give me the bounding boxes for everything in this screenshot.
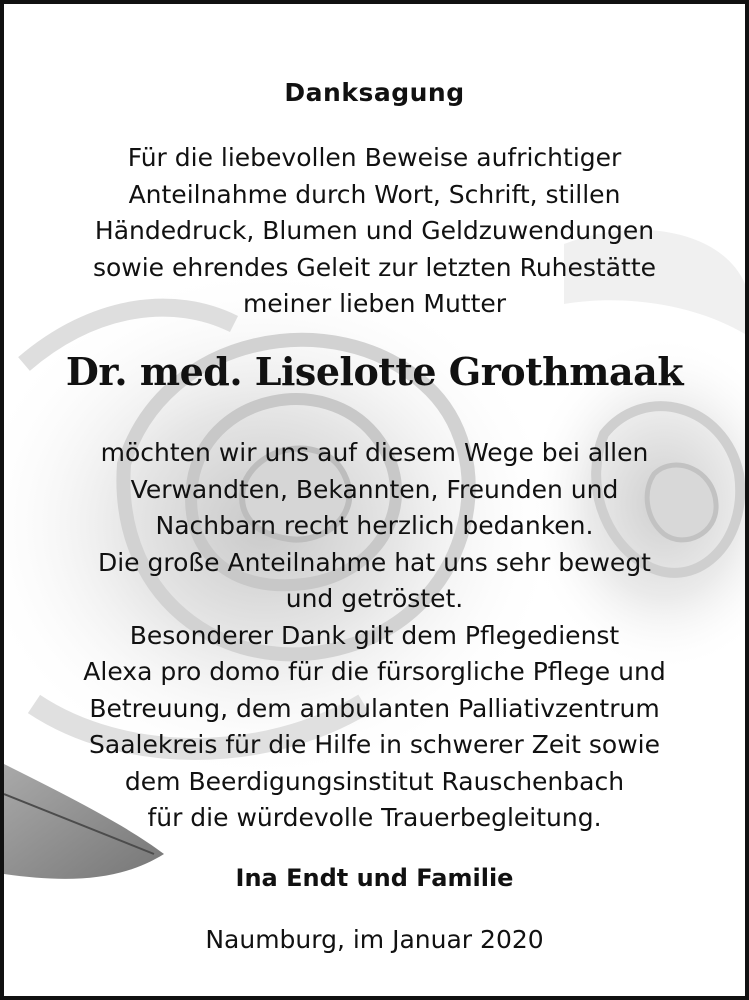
- body-line: dem Beerdigungsinstitut Rauschenbach: [124, 766, 625, 796]
- notice-heading: Danksagung: [284, 78, 465, 107]
- body-line: für die würdevolle Trauerbegleitung.: [147, 803, 602, 832]
- body-line: und getröstet.: [285, 584, 464, 613]
- body-line: möchten wir uns auf diesem Wege bei allen: [100, 438, 649, 467]
- notice-content: [4, 4, 745, 996]
- body-line: Verwandten, Bekannten, Freunden und: [130, 474, 619, 504]
- place-date: Naumburg, im Januar 2020: [205, 925, 544, 954]
- body-line: Nachbarn recht herzlich bedanken.: [155, 511, 594, 540]
- deceased-name: Dr. med. Liselotte Grothmaak: [65, 349, 684, 394]
- intro-line: Händedruck, Blumen und Geldzuwendungen: [94, 216, 655, 245]
- intro-line: meiner lieben Mutter: [242, 289, 507, 318]
- body-line: Die große Anteilnahme hat uns sehr bewegt: [97, 547, 651, 577]
- signature: Ina Endt und Familie: [235, 864, 514, 892]
- body-line: Saalekreis für die Hilfe in schwerer Zeit sowie: [89, 730, 660, 759]
- intro-line: sowie ehrendes Geleit zur letzten Ruhestätte: [92, 252, 657, 282]
- thanks-paragraph: [4, 435, 745, 837]
- intro-paragraph: [4, 140, 745, 323]
- body-line: Betreuung, dem ambulanten Palliativzentrum: [89, 693, 660, 723]
- intro-line: Anteilnahme durch Wort, Schrift, stillen: [128, 179, 621, 209]
- body-line: Alexa pro domo für die fürsorgliche Pflege und: [83, 657, 666, 686]
- body-line: Besonderer Dank gilt dem Pflegedienst: [129, 620, 620, 650]
- intro-line: Für die liebevollen Beweise aufrichtiger: [127, 143, 622, 172]
